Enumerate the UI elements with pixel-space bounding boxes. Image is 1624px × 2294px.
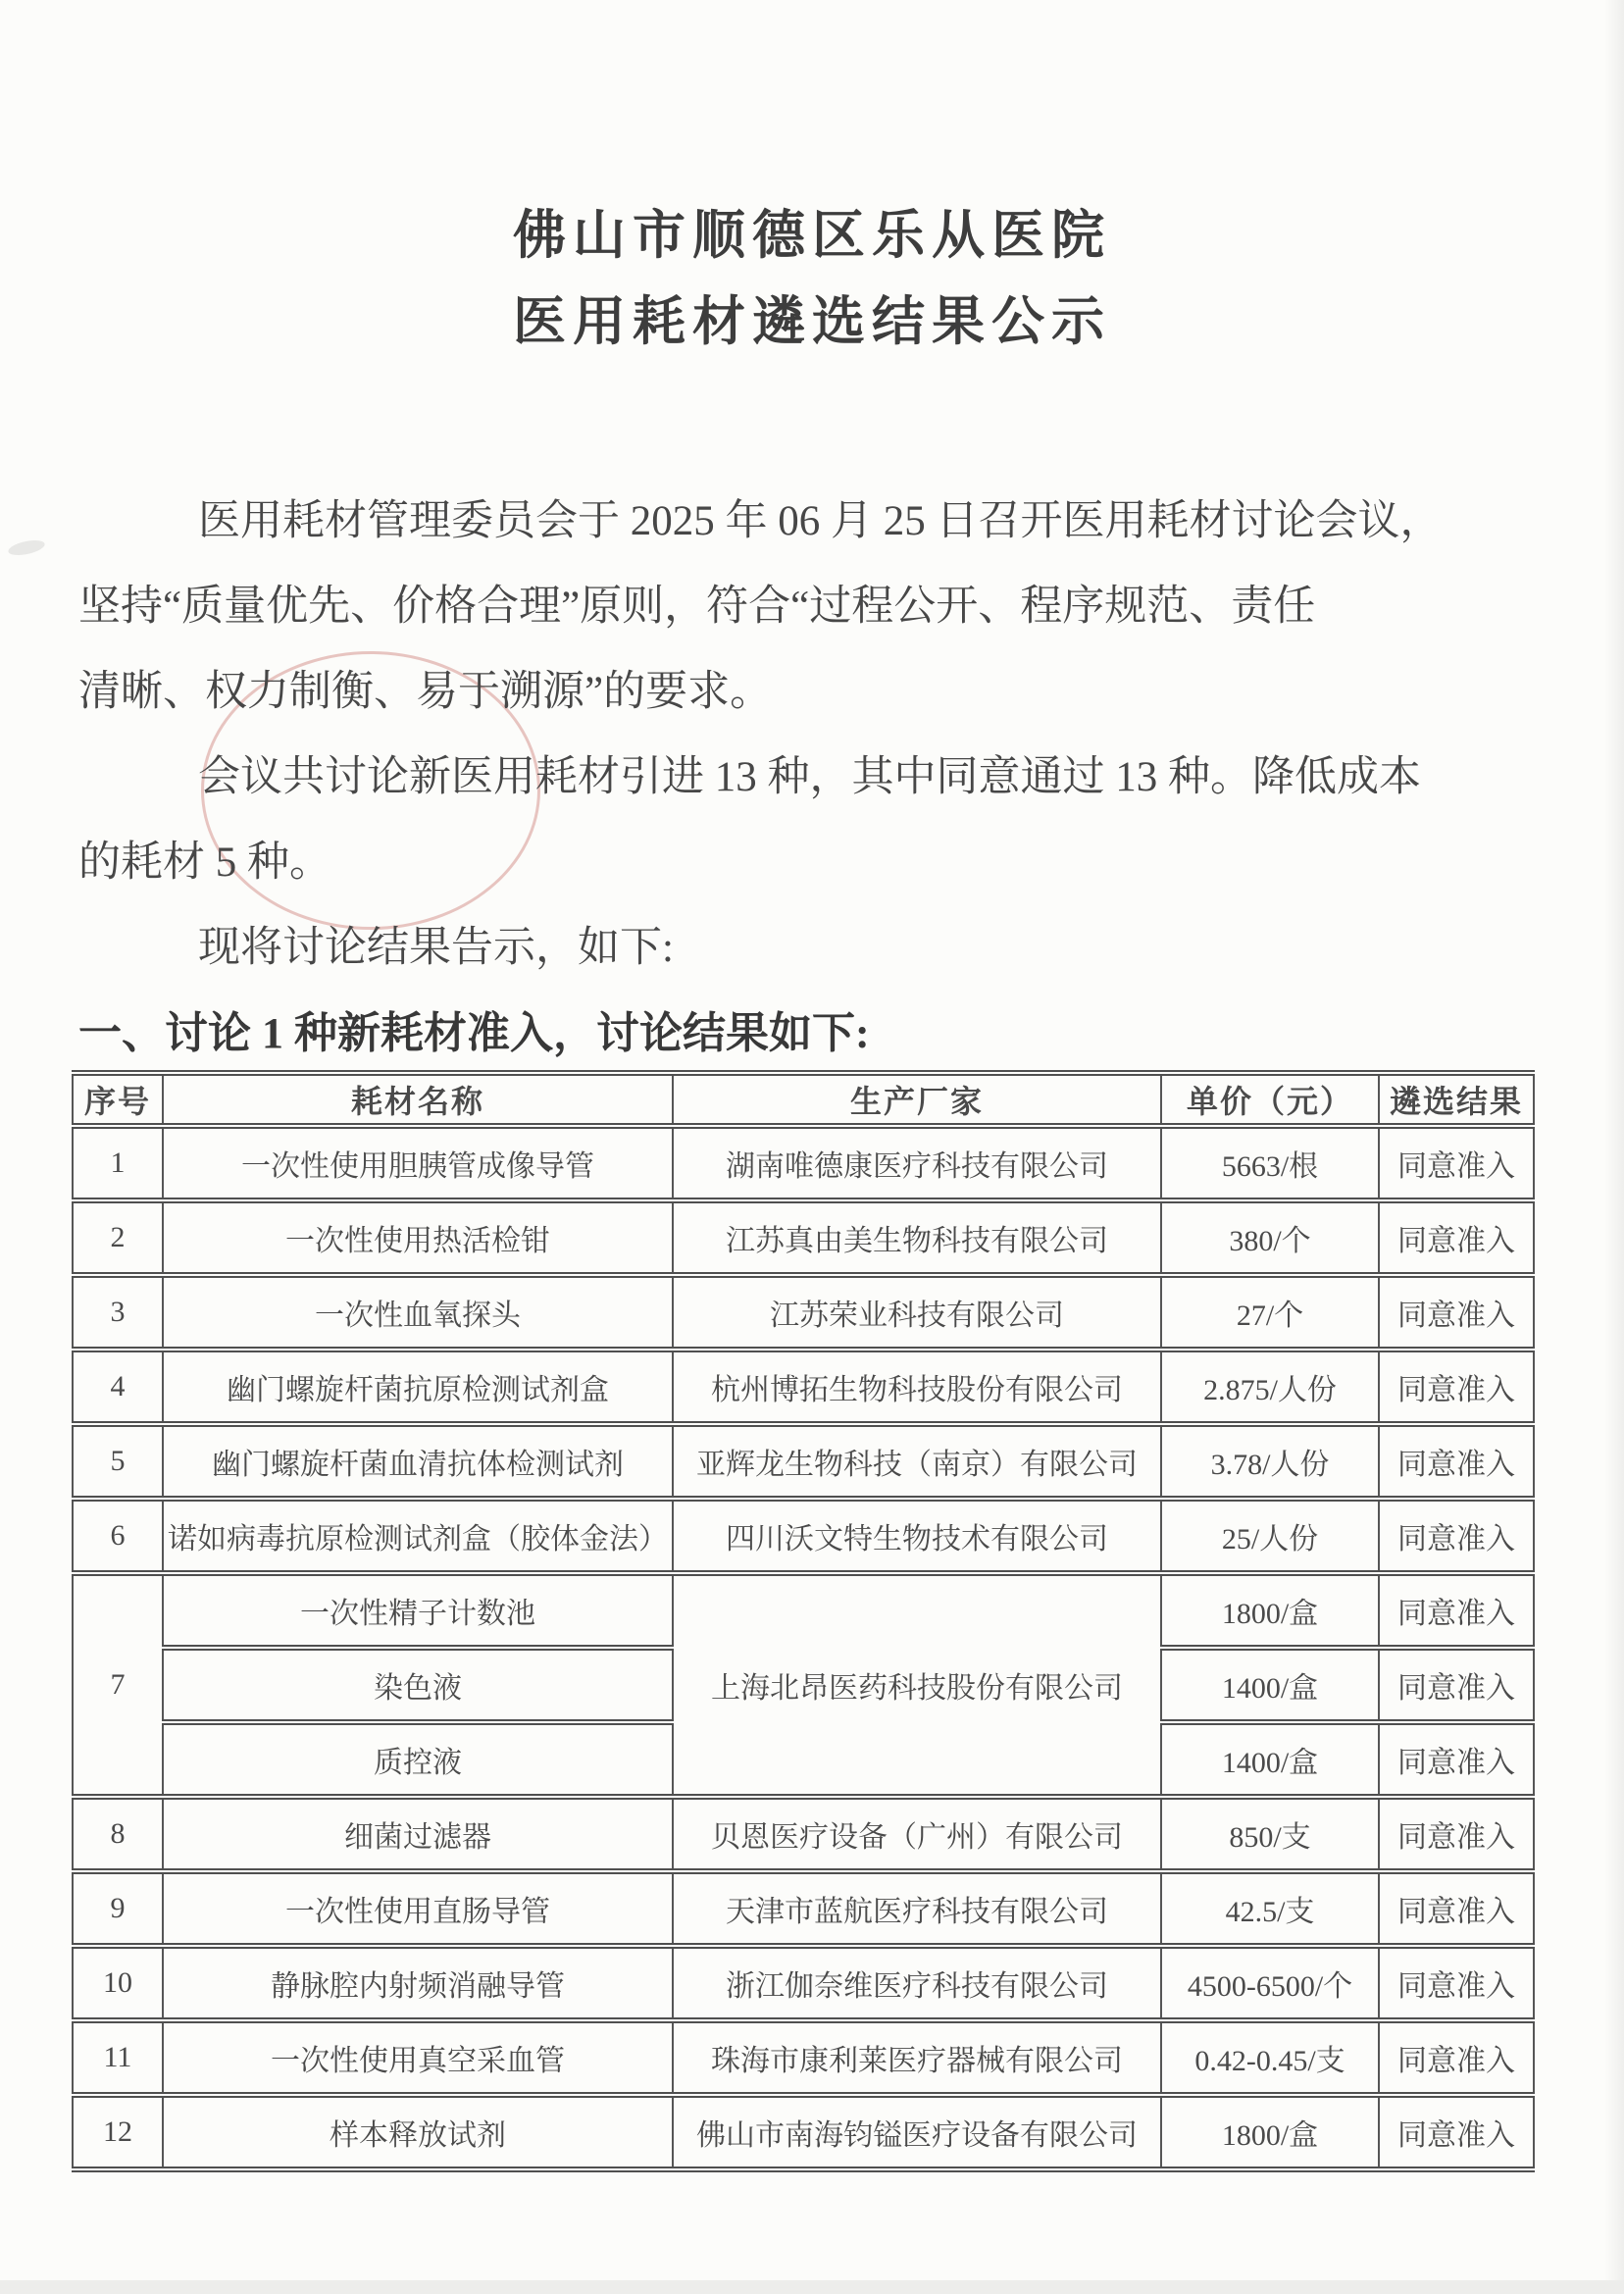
cell-no: 4 <box>73 1350 163 1424</box>
cell-result: 同意准入 <box>1379 1126 1534 1200</box>
cell-manufacturer: 贝恩医疗设备（广州）有限公司 <box>673 1797 1161 1871</box>
paragraph-line: 会议共讨论新医用耗材引进 13 种，其中同意通过 13 种。降低成本 <box>198 754 1421 800</box>
cell-name: 幽门螺旋杆菌抗原检测试剂盒 <box>163 1350 673 1424</box>
table-row <box>73 1126 1534 1200</box>
cell-price: 25/人份 <box>1161 1499 1379 1573</box>
cell-result: 同意准入 <box>1379 1424 1534 1499</box>
table-header-cell: 遴选结果 <box>1379 1073 1534 1126</box>
cell-price: 1800/盒 <box>1161 2095 1379 2169</box>
table-header-cell: 耗材名称 <box>163 1073 673 1126</box>
cell-price: 1400/盒 <box>1161 1648 1379 1722</box>
cell-manufacturer: 江苏真由美生物科技有限公司 <box>673 1200 1161 1275</box>
cell-manufacturer: 浙江伽奈维医疗科技有限公司 <box>673 1946 1161 2020</box>
cell-no: 11 <box>73 2020 163 2095</box>
cell-name: 细菌过滤器 <box>163 1797 673 1871</box>
table-row <box>73 1275 1534 1350</box>
cell-price: 0.42-0.45/支 <box>1161 2020 1379 2095</box>
title-line-1: 佛山市顺德区乐从医院 <box>513 206 1111 265</box>
cell-price: 1400/盒 <box>1161 1722 1379 1797</box>
cell-no: 9 <box>73 1871 163 1946</box>
paragraph-line: 医用耗材管理委员会于 2025 年 06 月 25 日召开医用耗材讨论会议， <box>198 498 1443 544</box>
table-header-cell: 单价（元） <box>1161 1073 1379 1126</box>
cell-no: 7 <box>73 1573 163 1797</box>
scan-smudge <box>7 537 46 558</box>
cell-result: 同意准入 <box>1379 1275 1534 1350</box>
cell-result: 同意准入 <box>1379 1200 1534 1275</box>
table-body <box>73 1126 1534 2169</box>
cell-price: 380/个 <box>1161 1200 1379 1275</box>
table-row <box>73 2020 1534 2095</box>
cell-result: 同意准入 <box>1379 1797 1534 1871</box>
cell-no: 8 <box>73 1797 163 1871</box>
cell-price: 3.78/人份 <box>1161 1424 1379 1499</box>
cell-no: 10 <box>73 1946 163 2020</box>
table-row <box>73 1499 1534 1573</box>
cell-manufacturer: 湖南唯德康医疗科技有限公司 <box>673 1126 1161 1200</box>
cell-manufacturer: 佛山市南海钧镒医疗设备有限公司 <box>673 2095 1161 2169</box>
cell-result: 同意准入 <box>1379 1573 1534 1648</box>
cell-name: 诺如病毒抗原检测试剂盒（胶体金法） <box>163 1499 673 1573</box>
cell-manufacturer: 杭州博拓生物科技股份有限公司 <box>673 1350 1161 1424</box>
cell-no: 2 <box>73 1200 163 1275</box>
cell-price: 27/个 <box>1161 1275 1379 1350</box>
cell-result: 同意准入 <box>1379 1946 1534 2020</box>
cell-name: 静脉腔内射频消融导管 <box>163 1946 673 2020</box>
document-title <box>0 192 1624 365</box>
cell-name: 一次性使用真空采血管 <box>163 2020 673 2095</box>
cell-price: 5663/根 <box>1161 1126 1379 1200</box>
paragraph-line: 清晰、权力制衡、易于溯源”的要求。 <box>78 669 773 715</box>
cell-result: 同意准入 <box>1379 1871 1534 1946</box>
cell-name: 幽门螺旋杆菌血清抗体检测试剂 <box>163 1424 673 1499</box>
page-edge-shade <box>1604 0 1624 2294</box>
paragraph-line: 的耗材 5 种。 <box>78 840 331 886</box>
cell-name: 一次性使用热活检钳 <box>163 1200 673 1275</box>
cell-manufacturer: 天津市蓝航医疗科技有限公司 <box>673 1871 1161 1946</box>
table-row <box>73 2095 1534 2169</box>
cell-manufacturer: 亚辉龙生物科技（南京）有限公司 <box>673 1424 1161 1499</box>
scan-bottom-band <box>0 2280 1624 2294</box>
cell-manufacturer: 珠海市康利莱医疗器械有限公司 <box>673 2020 1161 2095</box>
table-row <box>73 1946 1534 2020</box>
cell-result: 同意准入 <box>1379 1499 1534 1573</box>
cell-name: 一次性使用直肠导管 <box>163 1871 673 1946</box>
cell-name: 样本释放试剂 <box>163 2095 673 2169</box>
cell-name: 一次性血氧探头 <box>163 1275 673 1350</box>
cell-price: 2.875/人份 <box>1161 1350 1379 1424</box>
paragraph-line: 坚持“质量优先、价格合理”原则，符合“过程公开、程序规范、责任 <box>78 584 1316 630</box>
cell-no: 5 <box>73 1424 163 1499</box>
table-header-row <box>73 1073 1534 1126</box>
cell-manufacturer: 四川沃文特生物技术有限公司 <box>673 1499 1161 1573</box>
title-line-2: 医用耗材遴选结果公示 <box>513 292 1111 351</box>
paragraph-lines <box>78 479 1549 991</box>
cell-price: 42.5/支 <box>1161 1871 1379 1946</box>
table-row <box>73 1200 1534 1275</box>
section-heading: 一、讨论 1 种新耗材准入，讨论结果如下: <box>78 1009 870 1057</box>
table-row <box>73 1424 1534 1499</box>
cell-result: 同意准入 <box>1379 1722 1534 1797</box>
cell-result: 同意准入 <box>1379 2095 1534 2169</box>
cell-no: 1 <box>73 1126 163 1200</box>
cell-result: 同意准入 <box>1379 1350 1534 1424</box>
cell-result: 同意准入 <box>1379 2020 1534 2095</box>
cell-manufacturer: 江苏荣业科技有限公司 <box>673 1275 1161 1350</box>
table-row <box>73 1871 1534 1946</box>
table-row <box>73 1573 1534 1648</box>
cell-manufacturer: 上海北昂医药科技股份有限公司 <box>673 1573 1161 1797</box>
cell-name: 染色液 <box>163 1648 673 1722</box>
table-row <box>73 1797 1534 1871</box>
cell-result: 同意准入 <box>1379 1648 1534 1722</box>
table-header-cell: 生产厂家 <box>673 1073 1161 1126</box>
table-row <box>73 1350 1534 1424</box>
cell-price: 4500-6500/个 <box>1161 1946 1379 2020</box>
cell-no: 3 <box>73 1275 163 1350</box>
results-table <box>72 1070 1535 2172</box>
paragraph-line: 现将讨论结果告示，如下: <box>198 925 674 971</box>
cell-name: 质控液 <box>163 1722 673 1797</box>
table-header-cell: 序号 <box>73 1073 163 1126</box>
cell-no: 12 <box>73 2095 163 2169</box>
cell-name: 一次性精子计数池 <box>163 1573 673 1648</box>
cell-name: 一次性使用胆胰管成像导管 <box>163 1126 673 1200</box>
cell-price: 1800/盒 <box>1161 1573 1379 1648</box>
cell-price: 850/支 <box>1161 1797 1379 1871</box>
cell-no: 6 <box>73 1499 163 1573</box>
